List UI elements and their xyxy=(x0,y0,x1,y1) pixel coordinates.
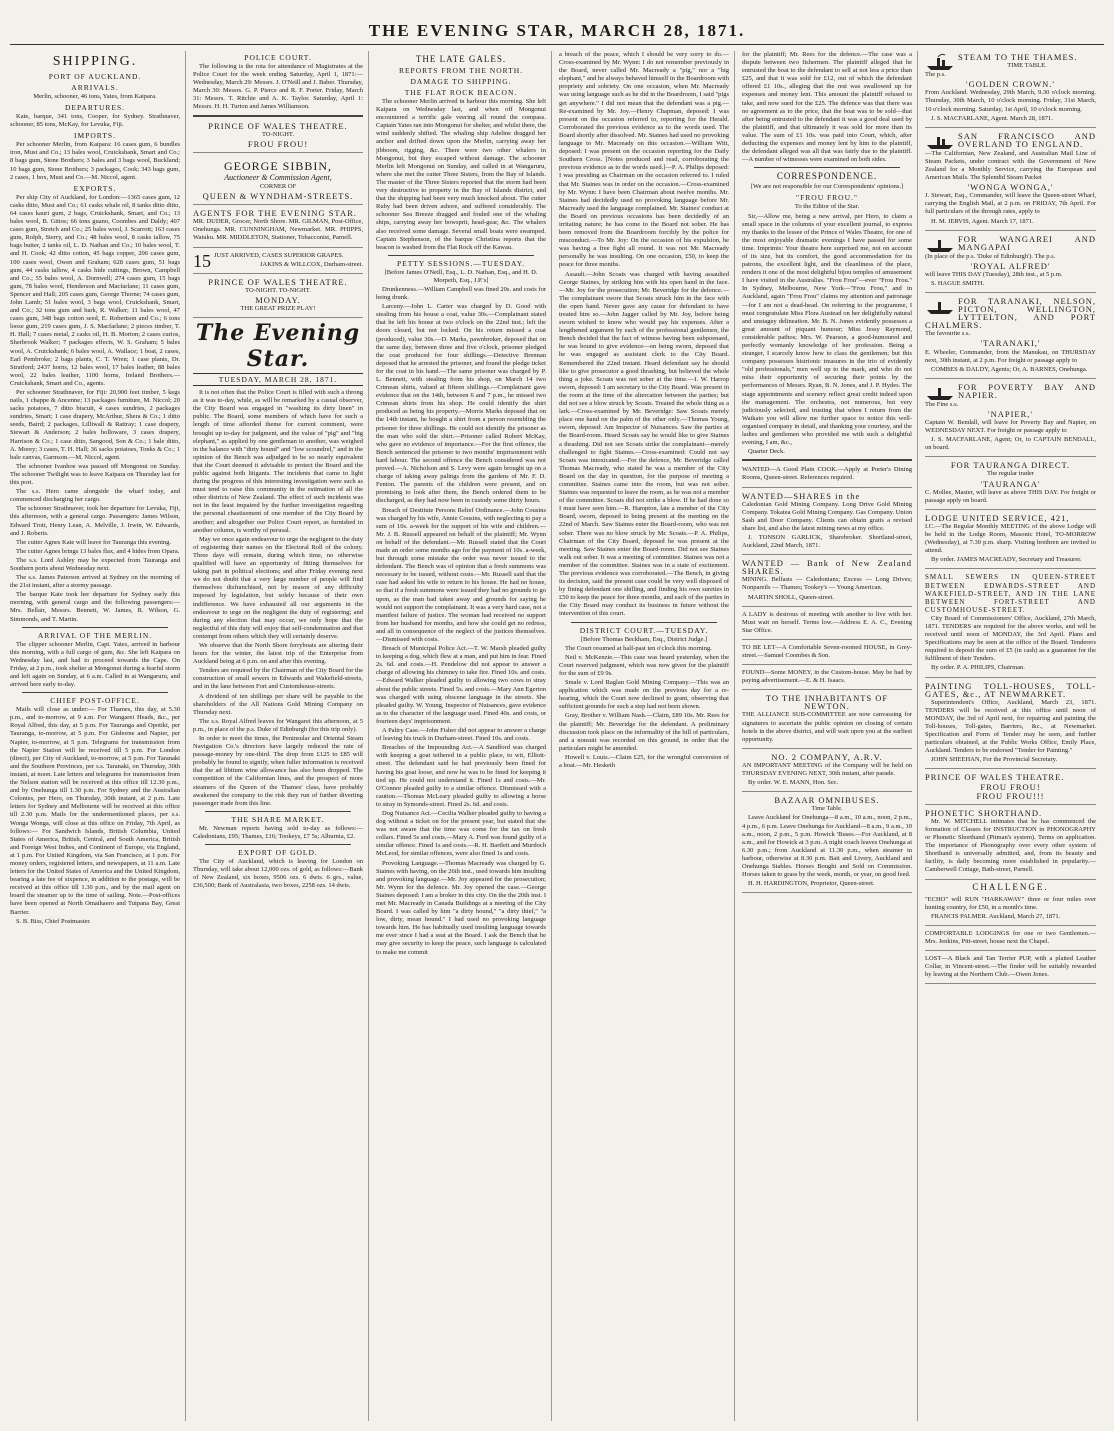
leader-3: We observe that the North Shore ferryboats are altering their hours for the winter, the latest trip of the Enterprise from Auckland being at 6 p.m. on and after this evening. xyxy=(193,641,363,666)
newton-text: THE ALLIANCE SUB-COMMITTEE are now canvassing for signatures to ascertain the public opinion on closing of certain hotels in the above district, and will wait upon you at the earliest opportunity. xyxy=(742,711,912,743)
divider xyxy=(754,167,900,168)
exports-text-2: Per schooner Strathnaver, for Fiji: 20,900 feet timber, 5 kegs nails, 1 chappe & Ancenne; 13 packages furniture, M. Niccol; 20 sacks potatoes, 7 ditto biscuit, 4 cases sundries, 2 packages sundries, Smart; 1 case drapery, McArthur, Shera & Co.; 1 ditto seeds, Baird; 2 packages, Lilliwall & Rattray; 1 case drapery, Stewart & Anderson; 2 bales holloware, 3 cases drapery, Harrison & Co.; 1 case ditto, Sangood, Son & Co.; 1 bale ditto, A. Morey; 3 cases, T. H. Hall; 36 sacks potatoes, Tonks & Co.; 1 bale canvas, Garmson.—M. Niccol, agent. xyxy=(10,389,180,461)
bazaar-ad xyxy=(742,794,912,893)
post-text: Mails will close as under:— For Thames, this day, at 5.30 p.m., and to-morrow, at 9 a.m. For Wangarei Heads, &c., per Royal Alfred, this day, at 5 p.m. For Tauranga and Opotiki, per Tauranga, to-morrow, at 5 p.m. For Gisborne and Napier, per Napier, to-morrow, at 5 p.m. Telegrams for transmission from the Napier Station will be received till 5 p.m. For London (direct), per City of Auckland, to-morrow, at 5 p.m. For Taranaki and the Southern Provinces, per s.s. Taranaki, on Thursday, 30th instant, at noon. Late letters and telegrams for transmission from the Nelson station will be received at this office till 12.30 p.m., and by Onehunga till 1.30 p.m. For Sydney and the Australian Colonies, per Hero, on Thursday, 30th instant, at 2 p.m. Late letters for Sydney and Melbourne will be received at this office till 2.30 p.m. Mails for the undermentioned places, per s.s. Wonga Wonga, will close at this office on Friday, 7th April, as follows:— For Sandwich Islands, British Columbia, United States of America, British, Central, and South America, British and Foreign West Indies, and Continent of Europe, via England, at 1 p.m. For United Kingdom, via San Francisco, at 1 p.m. For money orders, registered letters, and newspapers, at 11 a.m. Late letters for the United States of America and the United Kingdom, bearing a late fee of sixpence, in addition to the postage, will be received at this office till 1.30 p.m., and by the mail agent on board the steamer up to the time of sailing. Note.—Post-offices have been opened at North Omaihaero and Tuipana Bay, Great Barrier. xyxy=(10,706,180,916)
merlin-text: The clipper schooner Merlin, Capt. Yates, arrived in harbour this morning, with a full cargo of gum, &c. She left Kaipara on Wednesday last, and had to proceed towards the Cape. On Friday, at 2 p.m., took shelter at Mongonui during a fearful storm and left again on Sunday, at 6 a.m. Called in at Wangaruru, and arrived here early to-day. xyxy=(10,640,180,689)
tauranga-text: The regular trader xyxy=(987,470,1034,478)
lodge-sign: By order. JAMES MACREADY, Secretary and Treasurer. xyxy=(931,556,1082,564)
petty-7: Dog Nuisance Act.—Cecilia Walker pleaded guilty to having a dog without a ticket on for the present year, but stated that she was not aware that the time was come for the tax on fresh collars. Fined 5s and costs.—Mary A. Ford was found guilty of a similar offence. Fined 1s and costs.—R. H. Bartlett and Murdoch McLeod, for similar offences, were also fined 1s and costs. xyxy=(376,809,546,858)
sf-text-2: J. Stewart, Esq., Commander, will leave the Queen-street Wharf, carrying the English Mail, at 2 p.m. on FRIDAY, 7th April. For full particulars of the through rates, apply to xyxy=(925,192,1096,216)
thames-ship: 'GOLDEN CROWN.' xyxy=(966,79,1055,90)
petty-1: Drunkenness.—William Campbell was fined 20s. and costs for being drunk. xyxy=(376,285,546,302)
shipping-news-2: The s.s. Hero came alongside the wharf today, and commenced discharging her cargo. xyxy=(10,488,180,504)
lodgings-text: COMFORTABLE LODGINGS for one or two Gentlemen.—Mrs. Jenkins, Pitt-street, house next the Chapel. xyxy=(925,929,1096,945)
sewers-text: City Board of Commissioners' Office, Auckland, 27th March, 1871. TENDERS are required for the above works, and will be received until noon of MONDAY, the 3rd April. Plans and Specifications may be seen at the office of the Board. Tenderers required to deposit the sum of £5 (in cash) as a guarantee for the fulfilment of their Tenders. xyxy=(925,614,1096,663)
lodgings-ad xyxy=(925,928,1096,951)
theatre-play: FROU FROU! xyxy=(247,138,309,149)
poverty-heading: FOR POVERTY BAY AND NAPIER. xyxy=(958,381,1096,400)
exports-heading: EXPORTS. xyxy=(73,183,117,193)
shorthand-ad xyxy=(925,807,1096,880)
theatre-ad-3 xyxy=(925,771,1096,804)
sf-text: —The Californian, New Zealand, and Australian Mail Line of Steam Packets, under contract with the Government of New Zealand for a Monthly Service, carrying the European and American Mails. The Splendid Steam Packet xyxy=(925,149,1096,182)
tauranga-heading: FOR TAURANGA DIRECT. xyxy=(950,460,1071,471)
evening-star-date: TUESDAY, MARCH 28, 1871. xyxy=(193,373,363,386)
shipping-news-1: The schooner Ivanhoe was passed off Mongonui on Sunday. The schooner Twilight was to leave Kaipara on Thursday last for this port. xyxy=(10,462,180,487)
divider xyxy=(205,811,351,812)
lodge-heading: LODGE UNITED SERVICE, 421, xyxy=(925,512,1070,523)
toll-heading: PAINTING TOLL-HOUSES, TOLL-GATES, &c., AT NEWMARKET. xyxy=(925,680,1096,699)
divider xyxy=(388,255,534,256)
grapes-heading: JUST ARRIVED, CASES SUPERIOR GRAPES. xyxy=(214,251,344,259)
port-heading: PORT OF AUCKLAND. xyxy=(48,72,142,81)
sewers-ad xyxy=(925,571,1096,677)
let-ad xyxy=(742,642,912,665)
taranaki-text-2: E. Wheeler, Commander, from the Manukau, on THURSDAY next, 30th instant, at 2 p.m. For freight or passage apply to xyxy=(925,348,1096,364)
column-4 xyxy=(559,51,735,1421)
gold-heading: EXPORT OF GOLD. xyxy=(238,848,318,858)
toll-sign: JOHN SHEEHAN, For the Provincial Secretary. xyxy=(931,756,1058,764)
toll-ad xyxy=(925,680,1096,770)
petty-continued: a breach of the peace, which I should be very sorry to do.—Cross-examined by Mr. Wynn: I do not remember previously in the Board, never called Mr. Macready a "pig," nor a "big elephant," and he always behaved himself in the Boardroom with propriety and sobriety. On one occasion, when Mr. Macready was using language such as he did in the Boardroom, I said "pigs get anywhere." I did not mean that the defendant was a pig.—Re-examined by Mr. Joy.—Henry Chapman, deposed: I was present on the occasion referred to, reporting for the Herald. Corroborated the previous evidence as to the words used. The Board shortly after dissolved. Mr. Staines had used no provoking language to Mr. Macready on this occasion.—William Witt, deposed: I was present on the occasion reporting for the Daily Southern Cross. [Notes produced and read, corroborating the previous evidence as to the words used.]—P. A. Philips deposed: I was presiding as Chairman on the occasion referred to. I ruled that Mr. Staines was in order on the occasion.—Cross-examined by Mr. Wynn: I have been Chairman about twelve months. Mr. Staines had decidedly used no provoking language before Mr. Macready used the language complained. Mr. Staines' conduct at the Board on previous occasions has been decidedly of an irritating nature; he has come to the Board not sober. He has been removed from the Boardroom forcibly by the police for misconduct.—To Mr. Joy: On the occasion of his expulsion, he was having a free fight all round. It was not Mr. Macready personally he was insulting. On one occasion, £50, to keep the peace for three months. xyxy=(559,51,729,269)
correspondence-heading: CORRESPONDENCE. xyxy=(776,171,878,182)
shipping-title: SHIPPING. xyxy=(52,54,138,69)
toll-text: Superintendent's Office, Auckland, March 23, 1871. TENDERS will be received at this office until noon of MONDAY, the 3rd of April next, for repairing and painting the Toll-houses, Toll-gates, Barriers, &c., at Newmarket. Specification and Form of Tender may be seen, and further particulars obtained, at the Public Works Office, Emily Place, Auckland. Tenders to be endorsed "Tender for Painting." xyxy=(925,698,1096,755)
theatre2-play: THE GREAT PRIZE PLAY! xyxy=(240,304,316,312)
gales-heading: THE LATE GALES. xyxy=(415,54,507,64)
thames-timetable: TIME TABLE. xyxy=(1007,62,1047,70)
divider xyxy=(205,844,351,845)
divider xyxy=(742,459,912,461)
challenge-ad xyxy=(925,894,1096,926)
imports-heading: IMPORTS. xyxy=(74,131,116,141)
shipping-news-5: The cutter Agnes brings 13 bales flax, and 4 hides from Opara. xyxy=(16,547,180,555)
arv-text: AN IMPORTANT MEETING of the Company will be held on THURSDAY EVENING NEXT, 30th instant, after parade. xyxy=(742,761,912,778)
post-heading: CHIEF POST-OFFICE. xyxy=(50,696,140,706)
wangarei-heading: FOR WANGAREI AND MANGAPAI xyxy=(958,233,1096,252)
gales-text: The schooner Merlin arrived in harbour this morning. She left Kaipara on Wednesday last, and when off Mongonui encountered a terrific gale veering all round the compass. Captain Yates ran into Mongonui for shelter, and whilst there, the wind suddenly shifted. The whaling ship Adeline dragged her anchor and drifted down upon the Merlin, carrying away her jibboom, rigging, &c. There were two other whalers in Mongonui, but they escaped without damage. The schooner Merlin left Mongonui on Sunday, and called in at Wangaruru, where she met the cutter Three Sisters, from the Bay of Islands. The master of the Three Sisters reported that the storm had been very destructive to property in the Bay of Islands district, and that the shipping had been very much knocked about. The cutter Ruby had been driven ashore, and suffered considerably. The schooner Sea Breeze dragged and fouled one of the whaling ships, carrying away her bowsprit, head-gear, &c. The whalers also received some damage. Several small boats were swamped. Captain Stephenson, of the barque Christina reports that the beacon is washed from the Flat Rock off the Kawau. xyxy=(376,98,546,251)
petty-4: Breach of Municipal Police Act.—T. W. Marsh pleaded guilty to keeping a dog, which flew at a man, and put him in fear. Fined 2s. 6d. and costs.—H. Pendelow did not appear to answer a charge of allowing his chimney to take fire. Fined 10s. and costs.—Edward Walker pleaded guilty to allowing two cows to stray about the public streets. Fined 5s. and costs.—Mary Ann Egerton was charged with using obscene language in the streets. She pleaded guilty. W. Young, Inspector of Nuisances, gave evidence as to the character of the language used. Fined 40s. and costs, or fourteen days' imprisonment. xyxy=(376,645,546,725)
petty-2: Larceny.—John L. Carter was charged by D. Good with stealing from his house a coat, value 30s.—Complainant stated that he left his house at two o'clock on the 22nd inst.; left the doors closed, but not locked. On his return missed a coat (produced), value 30s.—D. Marks, pawnbroker, deposed that on the same day, between three and five o'clock, prisoner pledged the coat produced for four shillings.—Detective Brennan deposed that he arrested the prisoner, and found the pledge ticket for the coat in his hand.—The same prisoner was charged by P. L. Bennett, with stealing from his shop, on March 14 two Crimean shirts, valued at fifteen shillings.—Complainant gave evidence that on the 14th, between 6 and 7 p.m., he missed two Crimean shirts from his shop. He could identify the shirt produced as being his property.—Morris Marks deposed that on the 14th instant, he bought a shirt from a person resembling the prisoner for three shillings. He could not identify the prisoner as the man who sold the shirt.—Prisoner called Robert McKay, who gave no evidence of importance.—For the first offence, the Bench sentenced the prisoner to two months' imprisonment with hard labour. The second offence the Bench considered was not proved.—A. Nicholson and S. Levy were again brought up on a charge of taking away palings from the gardens of Mr. F. D. Fenton. The parents of the children were present, and on promising to look after them, the Bench ordered them to be discharged, as they had now been in custody some thirty hours. xyxy=(376,303,546,505)
divider xyxy=(22,692,168,693)
theatre3-play-2: FROU FROU!!! xyxy=(976,790,1045,801)
column-1 xyxy=(10,51,186,1421)
found-ad xyxy=(742,667,912,690)
wangarei-text-2: will leave THIS DAY (Tuesday), 28th inst., at 5 p.m. xyxy=(925,270,1063,278)
grapes-count: 15 xyxy=(193,250,211,271)
poverty-bay-ad xyxy=(925,381,1096,458)
thames-ps: The p.s. xyxy=(925,71,946,79)
shipping-news-3: The schooner Strathnaver, took her departure for Levuka, Fiji, this afternoon, with a general cargo. Passengers: James Wilson, Edward Trott, Henry Lean, A. Melville, J. Irwin, W. Edwards, and J. Roberts. xyxy=(10,505,180,537)
leader-2: May we once again endeavour to urge the negligent to the duty of registering their names on the Electoral Roll of the colony. Three days will remain, during which time, no otherwise qualified will have an opportunity of fitting themselves for taking part in political elections; and after Friday evening next we do not doubt that a very large number of people will find themselves disfranchised, not by reason of any difficulty imposed by legislation, but solely because of their own indifference. We have exhausted all our arguments in the endeavour to urge on the negligent the duty of registering; and during any election that may occur, we only hope that the neglectful of this duty will enjoy that self-condemnation and that contempt from others which they will certainly deserve. xyxy=(193,535,363,640)
lodge-ad xyxy=(925,512,1096,570)
sibbin-sub: Auctioneer & Commission Agent, xyxy=(224,172,332,182)
arv-heading: NO. 2 COMPANY, A.R.V. xyxy=(771,751,883,762)
challenge-text: "ECHO" will RUN "HARKAWAY" three or four miles over hunting country, for £50, in a month's time. xyxy=(925,895,1096,911)
cook-text: WANTED—A Good Plain COOK.—Apply at Porter's Dining Rooms, Queen-street. References required. xyxy=(742,466,912,482)
departures-heading: DEPARTURES. xyxy=(64,103,126,113)
bank-shares-ad xyxy=(742,557,912,606)
gold-text: The City of Auckland, which is leaving for London on Thursday, will take about 12,000 ozs. of gold, as follows:—Bank of New Zealand, six boxes, 9506 ozs. 6 dwts. 6 grs., value, £36,500; Bank of Australasia, two boxes, 2258 ozs. 14 dwts. xyxy=(193,858,363,890)
arv-sign: By order. W. E. MANN, Hon. Sec. xyxy=(748,779,839,787)
shares-heading: WANTED—SHARES in the xyxy=(742,490,861,501)
sf-ship: 'WONGA WONGA,' xyxy=(967,182,1054,193)
district-continued: for the plaintiff; Mr. Rees for the defence.—The case was a dispute between two fishermen. The plaintiff alleged that he entrusted the boat to the defendant to sell at not less a price than £25, and that it was sold for £12, out of which the defendant offered £1 10s., alleging that the rest was swallowed up for expenses and money lent. This amount the plaintiff refused to take, and now sued for the £25. The defence was that there was no agreement as to the price, that the boat was to be sold—that after being entrusted to the defendant it was a good deal used by the plaintiff, and that ultimately it was sold for more than its value. The sum of £1 10s. was paid into Court, which, after deducting the expenses and money lent by him to the plaintiff, the defendant alleged was all that was fairly due to the plaintiff.—A number of witnesses were examined on both sides. xyxy=(742,51,912,164)
arrivals-heading: ARRIVALS. xyxy=(71,83,119,92)
poverty-ship: 'NAPIER,' xyxy=(988,408,1033,419)
thames-heading: STEAM TO THE THAMES. xyxy=(958,52,1078,62)
wangarei-ship: 'ROYAL ALFRED' xyxy=(970,260,1051,271)
correspondence-note: [We are not responsible for our Correspondents' opinions.] xyxy=(750,183,904,191)
petty-3: Breach of Destitute Persons Relief Ordinance.—John Cousins was charged by his wife, Annie Cousins, with neglecting to pay a sum of 10s. a-week for the support of his wife and children.—Mr. J. B. Russell appeared on behalf of the plaintiff; Mr. Wynn on behalf of the defendant.—Mr. Russell stated that the Court made an order some months ago for the payment of 10s. a-week, but through some mistake the order was never issued to the defendant. The Bench was of opinion that a fresh summons was necessary to be issued, without costs.—Mr. Russell said that the case had asked his wife to return to his house. He had no house, so that if a fresh summons were issued they had no grounds to go upon, as the man had taken away and grounds for saying he would not support the complainant. It was a very hard case, not a manifest failure of justice. The woman had received no support from her husband for months, and how she could get no redress, and all in consequence of the neglect of the justices themselves.—Dismissed with costs. xyxy=(376,506,546,643)
sibbin-address: QUEEN & WYNDHAM-STREETS. xyxy=(202,191,354,202)
divider xyxy=(571,622,717,623)
exports-text: Per ship City of Auckland, for London:—1365 cases gum, 12 casks ditto, Must and Co.; 61 casks whale oil, 8 tanks ditto ditto, 64 cases kauri gum, 2 bags, Cruickshank, Smart, and Co.; 13 bales wool, B. Gittos; 66 tons guano, Coombes and Daldy; 407 cases gum, Stretch and Co.; 25 bales wool, J. Scarrott; 163 cases gum, Rolph, Sterry, and Co.; 48 bales wool, 8 casks tallow, 75 bags butter, 2 tanks oil, L. D. Nathan and Co.; 10 bales wool, T. and H. Cook; 42 ditto cotton, 45 bags copper, 206 cases gum, 100 cases wool, Owen and Graham; 628 cases gum, 51 bags gum, 44 casks tallow, 4 casks hide cuttings, Brown, Campbell and Co.; 55 bales wool, A. Dornwell; 274 cases gum, 15 bags gum, 78 bales wool, Henderson and Macfarlane; 11 cases gum, Spencer and Hall; 205 cases gum, George Thorne; 74 cases gum, John Lamb; 51 bales wool, 3 bags wool, Cruickshank, Smart, and Co.; 32 tons gum and bark, R. Walker; 11 bales wool, 47 cases gum, 348 bags cotton seed, E. Robertson and Co.; 6 tons loose gum, 219 cases gum, J. S. Macfarlane; 2 pieces timber, T. H. Hall; 7 cases metal, 2 casks oil, H. B. Morton; 2 cases curios, Sherbrook Walker; 7 packages effects, W. S. Graham; 5 bales wool, A. Cruickshank; 6 bales wool, A. Wallace; 1 boat, 2 cases, Earl Pembroke; 2 bags plants, C. T. Wren; 1 case plants, Dr. Stratford; 2437 horns, 12 bales wool, 17 bales leather, 88 bales wool, 22 bales leather, 1100 horns, Ireland Brothers.—Cruickshank, Smart and Co., agents. xyxy=(10,193,180,387)
bank-sign: MARTIN SHOLL, Queen-street. xyxy=(748,593,834,601)
bazaar-timetable: Time Table. xyxy=(811,805,843,813)
page-masthead: THE EVENING STAR, MARCH 28, 1871. xyxy=(10,18,1104,45)
bazaar-text: Leave Auckland for Onehunga—8 a.m., 10 a.m., noon, 2 p.m., 4 p.m., 6 p.m. Leave Onehunga for Auckland—8 a.m., 9 a.m., 10 a.m., noon, 2 p.m., 5 p.m. Howick 'Buses.—For Auckland, at 8 a.m., and for Howick at 3 p.m. A night coach leaves Onehunga at 6.30 p.m.; from Auckland at 11.30 p.m., when steamer in harbour, otherwise at 8.30 p.m. Bait and Livery, Auckland and Onehunga Stables. Horses Bought and Sold on Commission. Horses taken to grass by the week, month, or year, on good feed. xyxy=(742,814,912,879)
flat-rock-heading: THE FLAT ROCK BEACON. xyxy=(404,88,518,97)
grapes-by: JAKINS & WILLCOX, Durham-street. xyxy=(260,260,363,268)
district-3: Smale v. Lord Raglan Gold Mining Company.—This was an application which was made on the previous day for a re-hearing, which the Court now declined to grant, observing that sufficient grounds for such a step had not been shown. xyxy=(559,679,729,711)
shares-sign: J. TONSON GARLICK, Sharebroker. Shortland-street, Auckland, 22nd March, 1871. xyxy=(742,533,912,550)
agents-ad xyxy=(193,207,363,247)
district-4: Gray, Brother v. William Nash.—Claim, £89 10s. Mr. Rees for the plaintiff; Mr. Beveridge for the defendant. A preliminary discussion took place on the informality of the bill of particulars, and a nonsuit was recorded on this ground, in order that the particulars might be amended. xyxy=(559,712,729,752)
sibbin-name: GEORGE SIBBIN, xyxy=(223,158,332,173)
evening-star-title: The Evening Star. xyxy=(195,320,361,373)
sewers-heading: SMALL SEWERS IN QUEEN-STREET BETWEEN EDWARDS-STREET AND WAKEFIELD-STREET, AND IN THE LANE BETWEEN FORT-STREET AND CUSTOMHOUSE-STREET. xyxy=(925,573,1096,614)
column-2 xyxy=(193,51,369,1421)
wangarei-ad xyxy=(925,233,1096,293)
column-5 xyxy=(742,51,918,1421)
petty-8: Provoking Language.—Thomas Macready was charged by G. Staines with having, on the 26th inst., used towards him insulting and provoking language.—Mr. Joy appeared for the prosecution; Mr. Wynn for the defence. Mr. Joy opened the case.—George Staines deposed: I am a broker in this city. On the the 20th inst. I met Mr. Macready in Canada Buildings at a meeting of the City Board. I was called by him "a dirty hound," "a dirty thief," "a low, dirty, mean hound." I had used no provoking language towards him. He has habitually used insulting language towards me ever since I had a seat at the Board. I ask the Bench that he may give security to keep the peace, such language is calculated to make me commit xyxy=(376,859,546,956)
gales-subheading-2: DAMAGE TO SHIPPING. xyxy=(410,77,512,86)
taranaki-sign: COMBES & DALDY, Agents; Or, A. BARNES, Onehunga. xyxy=(931,365,1088,373)
lodge-text: I.C.—The Regular Monthly MEETING of the above Lodge will be held in the Lodge Room, Masonic Hotel, TO-MORROW (Wednesday), at 7.30 p.m. sharp. Visiting brethren are invited to attend. xyxy=(925,522,1096,555)
tauranga-ship: 'TAURANGA' xyxy=(980,478,1041,489)
shipping-news-8: The barque Kate took her departure for Sydney early this morning, with general cargo and the following passengers:—Mrs. Bellair, Messrs. Bennett, W. James, R. Wilson, G. Simmonds, and T. Martin. xyxy=(10,591,180,623)
frou-letter: Sir,—Allow me, being a new arrival, per Hero, to claim a small space in the columns of your excellent journal, to express my thanks to the lessee of the Prince of Wales Theatre, for one of the most enjoyable dramatic evenings I have passed for some time. Imprimis: Your theatre here surprised me, not on account of its size, but its comfort, the good accommodation for its patrons, the excellent light, and the cleanliness of the place, renders it one of the most delightful bijou temples of amusement I have visited in the Australias. "Frou Frou"—ever "Frou Frou." In Sydney, Melbourne, New York—"Frou Frou," and in Auckland, again "Frou Frou" claims my attention and patronage—for I am not a dead-head. On referring to the programme, I must congratulate Miss Flora Austead on her delightfully natural and unstagey delineation. Mr. B. N. Jones evidently possesses a great amount of piquant humour; Miss Jessy Raymond, considerable pathos; Mrs. W. Pearson, a good-humoured and perfectly womanly knowledge of her profession. Being a stranger, I scarcely know how to class the gentlemen; but this company possesses histrionic treasures in the trio of evidently "old professionals," men well up to the mark, and who do not miss their opportunity of securing their points by the performances of Messrs. Ryan, B. N. Jones, and J. P. Hydes. The stage appointments and scenery reflect great credit indeed upon the management. The orchestra, not numerous, but very judiciously selected, and trusting that when I return from the Waikato you will allow me further space to notice this well-organised company in detail, and thanking your courtesy, and the ladies and gentlemen who provided me with such a delightful evening, I am, &c., xyxy=(742,212,912,447)
shorthand-heading: PHONETIC SHORTHAND. xyxy=(925,807,1043,818)
found-text: FOUND—Some MONEY, in the Custom-house. May be had by paying advertisement.—E. & H. Isaacs. xyxy=(742,669,912,685)
steamship-icon xyxy=(925,383,955,401)
taranaki-heading: FOR TARANAKI, NELSON, PICTON, WELLINGTON, LYTTELTON, AND PORT CHALMERS. xyxy=(925,295,1096,331)
sibbin-ad xyxy=(193,155,363,205)
petty-heading: PETTY SESSIONS.—TUESDAY. xyxy=(396,258,526,268)
shorthand-text: Mr. W. MITCHELL intimates that he has commenced the formation of Classes for INSTRUCTION in PHONOGRAPHY or Phonetic Shorthand (Pitman's system). Terms on application. The importance of Phonography over every other system of Shorthand is universally admitted, and, from its beauty and facility, is daily becoming more established in popularity.—Camberwell Cottage, Bath-street, Parnell. xyxy=(925,817,1096,874)
challenge-sign: FRANCIS PALMER. Auckland, March 27, 1871. xyxy=(931,912,1061,920)
arrivals-text: Merlin, schooner, 46 tons, Yates, from Kaipara. xyxy=(33,93,157,100)
thames-text: From Auckland. Wednesday, 29th March, 9.30 o'clock morning. Thursday, 30th March, 10 o'clock morning. Friday, 31st March, 10 o'clock morning. Saturday, 1st April, 10 o'clock morning. xyxy=(925,89,1096,113)
theatre3-heading: PRINCE OF WALES THEATRE. xyxy=(925,772,1065,783)
sf-heading: SAN FRANCISCO AND OVERLAND TO ENGLAND. xyxy=(958,130,1096,149)
wangarei-text: (In place of the p.s. 'Duke of Edinburgh'). The p.s. xyxy=(925,252,1056,260)
agents-list: MR. DUDER, Grocer, North Shore. MR. GILMAN, Post-Office, Onehunga. MR. CUNNINGHAM, Newmarket. MR. PHIPPS, Waiuku. MR. MIDDLETON, Stationer, Tobacconist, Parnell. xyxy=(193,218,363,242)
frou-to: To the Editor of the Star. xyxy=(794,203,860,211)
shares-text: Caledonian Gold Mining Company. Long Drive Gold Mining Company. Tokatea Gold Mining Company. Gas Company. Union Sash and Door Company. Clients can obtain gratis a revised share list, and also the latest mining news at my office. xyxy=(742,500,912,532)
bazaar-heading: BAZAAR OMNIBUSES. xyxy=(774,795,880,806)
sibbin-corner: CORNER OF xyxy=(259,182,297,190)
theatre-heading: PRINCE OF WALES THEATRE. xyxy=(208,120,348,131)
wangarei-sign: S. HAGUE SMITH. xyxy=(931,279,985,287)
shipping-news-7: The s.s. James Paterson arrived at Sydney on the morning of the 21st instant, after a stormy passage. xyxy=(10,574,180,590)
shares-ad xyxy=(742,490,912,556)
bazaar-sign: H. H. HARDINGTON, Proprietor, Queen-street. xyxy=(748,880,875,888)
columns xyxy=(10,45,1104,1421)
petty-5: A Paltry Case.—John Fisher did not appear to answer a charge of leaving his truck in Durham-street. Fined 10s. and costs. xyxy=(376,727,546,743)
police-text: The following is the rota for attendance of Magistrates at the Police Court for the week ending Saturday, April 1, 1871:— Wednesday, March 29: Messrs. J. O'Neill and J. Baber. Thursday, March 30: Messrs. G. P. Pierce and R. F. Porter. Friday, March 31: Messrs. T. Ritchie and A. K. Taylor. Saturday, April 1: Messrs. H. H. Turton and James Williamson. xyxy=(193,63,363,111)
lady-text: A LADY is desirous of meeting with another to live with her. Must wait on herself. Terms low.—Address E. A. C., Evening Star Office. xyxy=(742,610,912,634)
district-2: Neil v. McKenzie.—This case was heard yesterday, when the Court reserved judgment, which was now given for the plaintiff for the sum of £9 9s. xyxy=(559,653,729,677)
theatre3-play: FROU FROU! xyxy=(980,781,1041,792)
petty-6: Breaches of the Impounding Act.—A Sandford was charged with keeping a goat tethered in a public place, to wit, Elliott-street. The defendant said he had previously been fined for having his goat loose, and now he was to be fined for keeping it tied up. He could not understand it. Fined 1s and costs.—Mr. O'Connor pleaded guilty to a similar offence. Dismissed with a caution.—Thomas McLeary pleaded guilty to allowing a horse to stray in Symonds-street. Fined 2s. 6d. and costs. xyxy=(376,744,546,808)
theatre-tonight: TO-NIGHT. xyxy=(261,130,295,138)
taranaki-text: The favourite s.s. xyxy=(925,330,971,338)
newton-ad xyxy=(742,692,912,749)
leader-1: It is not often that the Police Court is filled with such a throng as it was to-day, while, as will be remarked by a casual observer, the City Board was engaged in "washing its dirty linen" in public. The Board, some members of which have for such a length of time afforded theme for current comment, were brought up to-day for judgment, and the value of "pig" and "big elephant," as applied by one gentleman to another, was weighed in the balance with "dirty hound" and "low scoundrel," and in the opinion of the Bench was adjudged to be so nearly equivalent that the Court deemed it advisable to protect the Board and the public against both litigants. The incidents that came to light during the progress of this interesting investigation were such as must tend to raise this community in the estimation of all the other districts of New Zealand. The effect of such incidents was not in the least impaired by the further investigation regarding the personal chastisement of one member of the City Board by another; and altogether our Police Court report, as furnished in another column, is worthy of perusal. xyxy=(193,389,363,534)
share-text: Mr. Newman reports having sold to-day as follows:—Caledonians, £95; Thames, £16; Tookeys, £7 5s; Alburnia, £2. xyxy=(193,824,363,840)
thames-ad xyxy=(925,51,1096,128)
district-5: Howell v. Louis.—Claim £25, for the wrongful conversion of a boat.—Mr. Hesketh xyxy=(559,753,729,769)
theatre-ad-2 xyxy=(193,276,363,318)
departures-text: Kate, barque, 341 tons, Cooper, for Sydney. Strathnaver, schooner, 85 tons, McKay, for Levuka, Fiji. xyxy=(10,113,180,129)
poverty-text: The Fine s.s. xyxy=(925,400,959,408)
steamship-icon xyxy=(925,132,955,150)
tauranga-text-2: C. Mollee, Master, will leave as above THIS DAY. For freight or passage apply on board. xyxy=(925,488,1096,504)
imports-text: Per schooner Merlin, from Kaipara: 16 cases gum, 6 bundles iron, Must and Co.; 13 bales wool, Cruickshank, Smart and Co.; 8 bags gum, Stone Brothers; 3 bales and 3 bags wool, Buckland; 10 bags gum, Stone Brothers; 3 packages, Cook; 343 bags gum, 2 cases, 1 box, Must and Co.—M. Niccol, agent. xyxy=(10,141,180,181)
leader-4: Tenders are required by the Chairman of the City Board for the construction of small sewers in Edwards and Wakefield-streets, and in the lane between Fort and Customhouse-streets. xyxy=(193,667,363,691)
arv-ad xyxy=(742,751,912,792)
gales-subheading: REPORTS FROM THE NORTH. xyxy=(398,66,524,75)
shipping-news-6: The s.s. Lord Ashley may be expected from Tauranga and Southern ports about Wednesday next. xyxy=(10,556,180,572)
frou-heading: "FROU FROU." xyxy=(796,193,858,203)
grapes-ad xyxy=(193,250,363,274)
let-text: TO BE LET—A Comfortable Seven-roomed HOUSE, in Grey-street.—Samuel Coombes & Son. xyxy=(742,643,912,659)
cook-ad xyxy=(742,464,912,487)
steamship-icon xyxy=(925,53,955,71)
taranaki-ad xyxy=(925,295,1096,379)
thames-sign: J. S. MACFARLANE, Agent. March 28, 1871. xyxy=(931,114,1053,122)
leader-7: In order to meet the times, the Peninsular and Oriental Steam Navigation Co.'s directors have largely reduced the rate of passage-money by one-third. The drop from £125 to £85 will probably be found to signify, when fuller information is received that the ad libitum wine allowance has also been dropped. The competition of the Californian lines, and the prospect of more steamers of the Queen of the Thames' class, have probably awakened the company to the risk they run of further diverting passenger trade from this line. xyxy=(193,735,363,807)
lady-ad xyxy=(742,609,912,640)
assault-text: Assault.—John Scoats was charged with having assaulted George Staines, by striking him with his open hand in the face.—Mr. Joy for the prosecution; Mr. Beveridge for the defence.—The complainant swore that Scoats struck him in the face with the open hand. Never gave any cause for defendant to have treated him so.—John Jagger called by Mr. Joy, before being sworn wished to know who would pay his expenses. After a lengthened argument by each of the professional gentlemen, the Bench decided that the fact of witness having been subpoenaed, he was bound to give evidence—on being sworn, deposed that he was engaged as assistant clerk to the City Board. Remembered the 22nd instant. Heard defendant say he should like to give prosecutor a good thrashing, but believed the whole thing a joke. Scoats was not sober at the time.—I. W. Harrop sworn, deposed: I am secretary to the City Board. Was present in the room at the time of the altercation between the parties; but did not see a blow struck by Scoats. Treated the whole thing as a lark.—Cross-examined by Mr. Beveridge: Saw Scoats merely place one hand on the palm of the other only.—Thomas Young, sworn, deposed: Am Inspector of Nuisances. Saw the parties at the Board-room. Heard Scoats say he would like to give Staines a thrashing. Did not see Scoats strike the complainant—merely challenged to fight Staines.—Cross-examined: Could not say Scoats was intoxicated.—For the defence, Mr. Beveridge called Thomas Macready, who stated he was a member of the City Board on the day in question, for the purpose of meeting a committee. Staines came into the room, but was not sober. Staines was requested to leave the room, as he was not a member of the committee. Scoats did not strike a blow. If he had done so I must have seen him.—R. Hampton, late a member of the City Board, sworn, deposed to being present at the meeting on the 22nd of March. Saw Staines enter the Board-room, who was not sober. There was no blow struck by Mr. Scoats.—P. A. Philips, Chairman of the City Board, deposed he was present at the meeting. Saw Staines enter the Board-room. Did not see Staines walk out sober. It was a meeting of committee. Staines was not a member of the committee. Staines was in a state of excitement. The previous evidence was corroborated.—The Bench, in giving its decision, said the present case could be very well disposed of by fining defendant one shilling, and finding his own sureties in £50 to keep the peace for three months, and each of the parties in the City Board may conduct its business in future without the intervention of this court. xyxy=(559,270,729,618)
frou-sign: Quarter Deck. xyxy=(748,448,785,456)
newton-heading: TO THE INHABITANTS OF NEWTON. xyxy=(765,693,889,712)
lost-ad xyxy=(925,953,1096,984)
poverty-sign: J. S. MACFARLANE, Agent; Or, to CAPTAIN BENDALL, on board. xyxy=(925,436,1096,452)
district-1: The Court resumed at half-past ten o'clock this morning. xyxy=(565,644,712,652)
shipping-news-4: The cutter Agnes Kate will leave for Tauranga this evening. xyxy=(16,538,172,546)
leader-6: The s.s. Royal Alfred leaves for Wangarei this afternoon, at 5 p.m., in place of the p.s. Duke of Edinburgh (for this trip only). xyxy=(193,717,363,733)
bank-heading: WANTED — Bank of New Zealand SHARES. xyxy=(742,558,912,577)
divider xyxy=(193,115,363,117)
theatre2-day: MONDAY. xyxy=(255,294,301,305)
district-subheading: [Before Thomas Beckham, Esq., District Judge.] xyxy=(580,635,708,643)
divider xyxy=(22,627,168,628)
column-6 xyxy=(925,51,1101,1421)
poverty-text-2: Captain W. Bendall, will leave for Poverty Bay and Napier, on WEDNESDAY NEXT. For freight or passage apply to xyxy=(925,419,1096,435)
theatre2-tonight: TO-NIGHT. TO-NIGHT. xyxy=(245,286,311,294)
leader-5: A dividend of ten shillings per share will be payable to the shareholders of the All Nations Gold Mining Company on Thursday next. xyxy=(193,692,363,716)
sf-ad xyxy=(925,130,1096,231)
challenge-heading: CHALLENGE. xyxy=(972,881,1049,892)
post-sign: S. B. Biss, Chief Postmaster. xyxy=(16,917,91,925)
steamship-icon xyxy=(925,235,955,253)
police-heading: POLICE COURT. xyxy=(244,53,312,62)
tauranga-ad xyxy=(925,459,1096,509)
district-heading: DISTRICT COURT.—TUESDAY. xyxy=(579,625,709,635)
lost-text: LOST—A Black and Tan Terrier PUP, with a plaited Leather Collar, in Vincent-street.—The finder will be suitably rewarded by leaving at the Northern Club.—Owen Jones. xyxy=(925,954,1096,979)
sf-sign: H. M. JERVIS, Agent. March 17, 1871. xyxy=(931,217,1034,225)
agents-heading: AGENTS FOR THE EVENING STAR. xyxy=(193,208,357,219)
share-heading: THE SHARE MARKET. xyxy=(231,814,325,824)
taranaki-ship: 'TARANAKI,' xyxy=(980,338,1041,349)
steamship-icon xyxy=(925,297,955,315)
petty-subheading: [Before James O'Neill, Esq., L. D. Nathan, Esq., and H. D. Morpeth, Esq., J.P.'s] xyxy=(384,268,538,284)
theatre-ad-1 xyxy=(193,120,363,153)
column-3 xyxy=(376,51,552,1421)
theatre2-heading: PRINCE OF WALES THEATRE. xyxy=(208,276,348,287)
bank-text: MINING. Belfasts — Caledonians; Excess — Long Drives; Nonpareils — Thames; Tookey's — Young American. xyxy=(742,576,912,592)
merlin-heading: ARRIVAL OF THE MERLIN. xyxy=(37,630,153,640)
sewers-sign: By order. P. A. PHILIPS, Chairman. xyxy=(931,664,1025,672)
